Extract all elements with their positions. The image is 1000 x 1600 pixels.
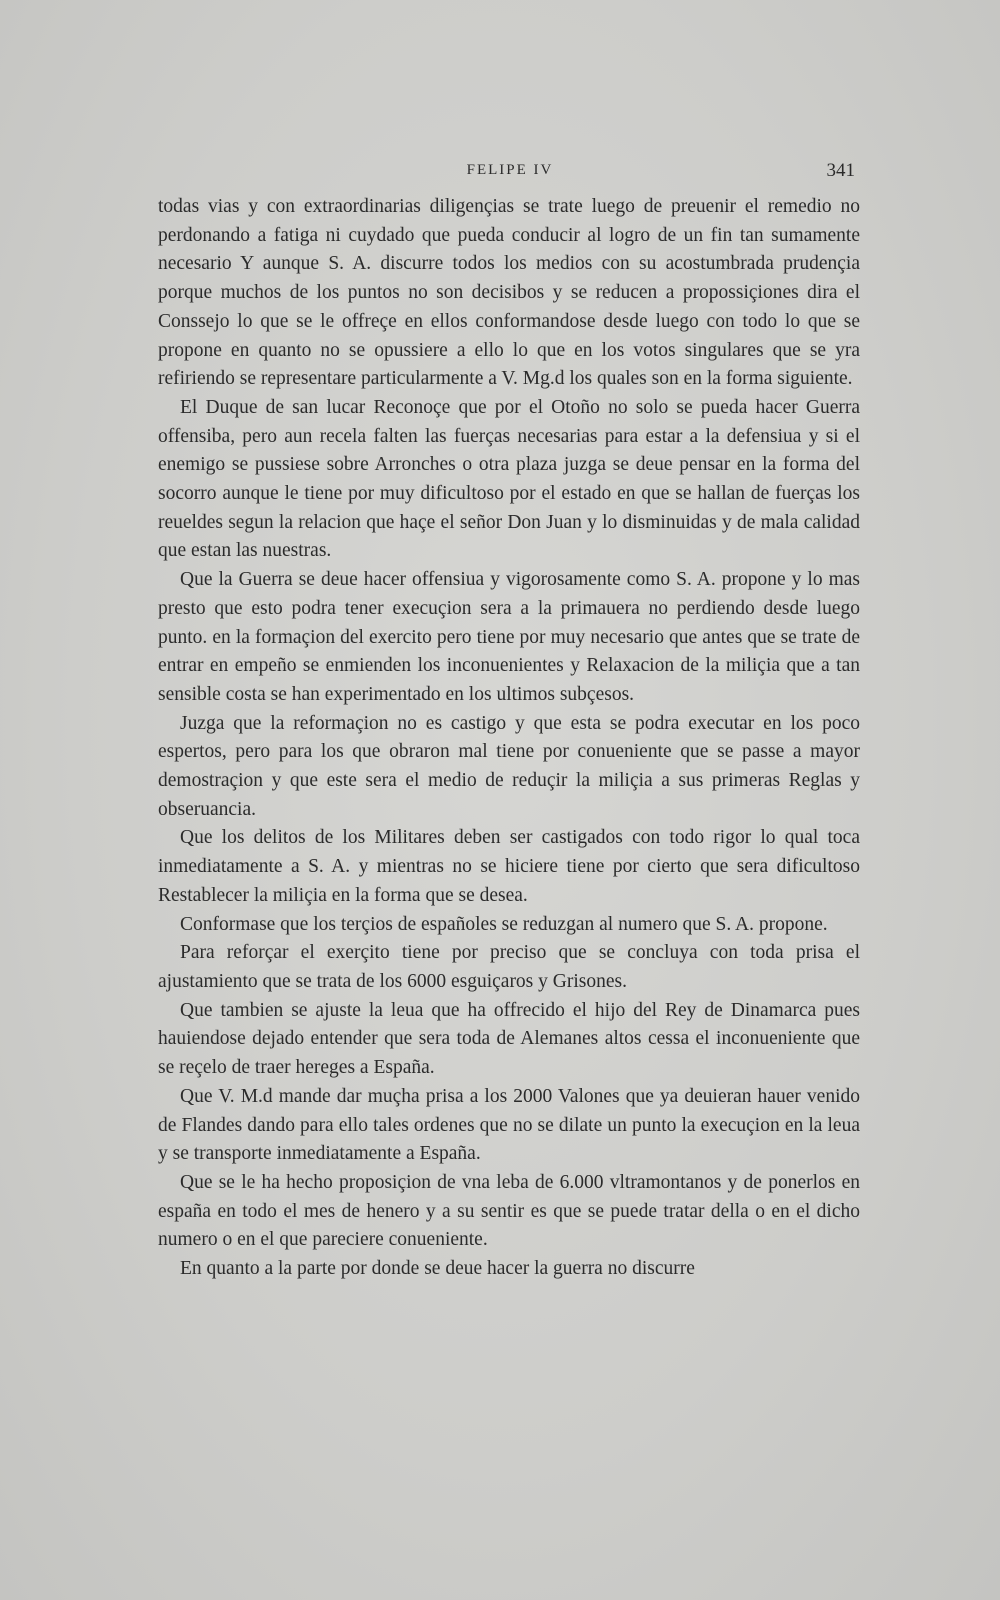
page-number: 341 [826, 160, 855, 181]
paragraph: Que la Guerra se deue hacer offensiua y vigorosamente como S. A. propone y lo mas presto que esto podra tener execuçion sera a la primauera no perdiendo desde luego punto. en la formaçion del exercito pero tiene por muy necesario que antes que se trate de entrar en empeño se enmienden los inconuenientes y Relaxacion de la miliçia que a tan sensible costa se han experimentado en los ultimos subçesos. [158, 569, 860, 705]
paragraph: Que se le ha hecho proposiçion de vna leba de 6.000 vltramontanos y de ponerlos en españa en todo el mes de henero y a su sentir es que se puede tratar della o en el dicho numero o en el que pareciere conueniente. [158, 1171, 860, 1251]
body-text [158, 193, 860, 1284]
paragraph: Que los delitos de los Militares deben ser castigados con todo rigor lo qual toca inmediatamente a S. A. y mientras no se hiciere tiene por cierto que sera dificultoso Restablecer la miliçia en la forma que se desea. [158, 827, 860, 906]
paragraph: Juzga que la reformaçion no es castigo y que esta se podra executar en los poco espertos, pero para los que obraron mal tiene por conueniente que se passe a mayor demostraçion y que este sera el medio de reduçir la miliçia a sus primeras Reglas y obseruancia. [158, 712, 860, 820]
paragraph: En quanto a la parte por donde se deue hacer la guerra no discurre [180, 1258, 695, 1280]
paragraph: Para reforçar el exerçito tiene por preciso que se concluya con toda prisa el ajustamiento que se trata de los 6000 esguiçaros y Grisones. [158, 942, 860, 992]
running-head [165, 160, 855, 184]
paragraph: Que V. M.d mande dar muçha prisa a los 2000 Valones que ya deuieran hauer venido de Flandes dando para ello tales ordenes que no se dilate un punto la execuçion en la leua y se transporte inmediatamente a España. [158, 1085, 860, 1165]
paragraph: El Duque de san lucar Reconoçe que por el Otoño no solo se pueda hacer Guerra offensiba, pero aun recela falten las fuerças necesarias para estar a la defensiua y si el enemigo se pussiese sobre Arronches o otra plaza juzga se deue pensar en la forma del socorro aunque le tiene por muy dificultoso por el estado en que se hallan de fuerças los reueldes segun la relacion que haçe el señor Don Juan y lo disminuidas y de mala calidad que estan las nuestras. [158, 396, 860, 562]
paragraph: Que tambien se ajuste la leua que ha offrecido el hijo del Rey de Dinamarca pues hauiendose dejado entender que sera toda de Alemanes altos cessa el inconueniente que se reçelo de traer hereges a España. [158, 999, 860, 1079]
running-title: FELIPE IV [466, 162, 554, 178]
paragraph: todas vias y con extraordinarias diligençias se trate luego de preuenir el remedio no perdonando a fatiga ni cuydado que pueda conducir al logro de un fin tan sumamente necesario Y aunque S. A. discurre todos los medios con su acostumbrada prudençia porque muchos de los puntos no son decisibos y se reducen a propossiçiones dira el Conssejo lo que se le offreçe en ellos conformandose desde luego con todo lo que se propone en quanto no se opussiere a ello lo que en los votos singulares que se yra refiriendo se representare particularmente a V. Mg.d los quales son en la forma siguiente. [158, 196, 860, 390]
paragraph: Conformase que los terçios de españoles se reduzgan al numero que S. A. propone. [180, 913, 828, 935]
